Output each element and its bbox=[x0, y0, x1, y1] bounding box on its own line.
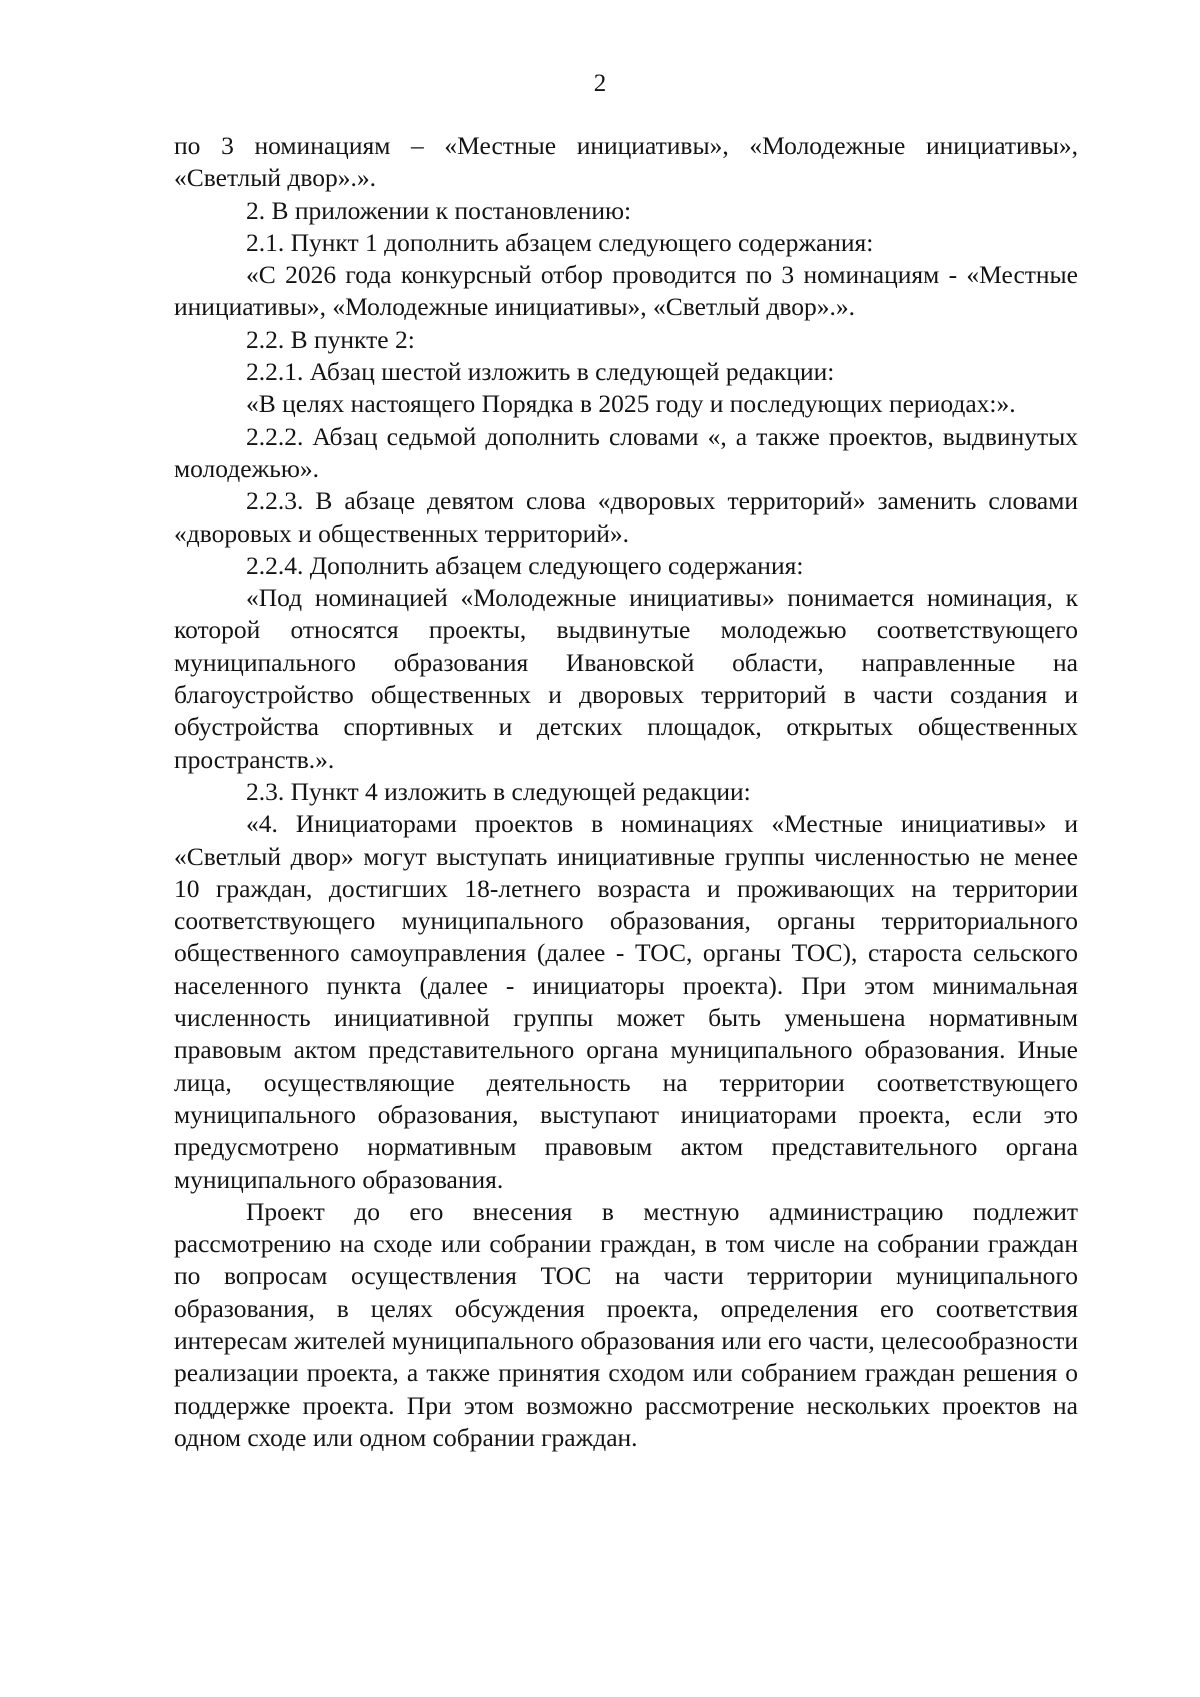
paragraph: 2.2.2. Абзац седьмой дополнить словами «, а также проектов, выдвинутых молодежью». bbox=[174, 421, 1078, 483]
paragraph: 2. В приложении к постановлению: bbox=[246, 195, 632, 225]
paragraph: «Под номинацией «Молодежные инициативы» понимается номинация, к которой относятся проекты, выдвинутые молодежью соответствующего муниципального образования Ивановской области, направленные на благоустройство общественных и дворовых территорий в части создания и обустройства спортивных и детских площадок, открытых общественных пространств.». bbox=[174, 583, 1078, 774]
page-number: 2 bbox=[593, 70, 607, 97]
paragraph: «С 2026 года конкурсный отбор проводится по 3 номинациям - «Местные инициативы», «Молодежные инициативы», «Светлый двор».». bbox=[174, 260, 1078, 322]
document-body bbox=[174, 130, 1078, 1454]
paragraph: по 3 номинациям – «Местные инициативы», «Молодежные инициативы», «Светлый двор».». bbox=[174, 131, 1078, 193]
paragraph: 2.3. Пункт 4 изложить в следующей редакции: bbox=[246, 776, 751, 806]
paragraph: 2.2.1. Абзац шестой изложить в следующей редакции: bbox=[246, 357, 835, 387]
paragraph: 2.1. Пункт 1 дополнить абзацем следующего содержания: bbox=[246, 227, 874, 257]
paragraph: Проект до его внесения в местную администрацию подлежит рассмотрению на сходе или собрании граждан, в том числе на собрании граждан по вопросам осуществления ТОС на части территории муниципального образования, в целях обсуждения проекта, определения его соответствия интересам жителей муниципального образования или его части, целесообразности реализации проекта, а также принятия сходом или собранием граждан решения о поддержке проекта. При этом возможно рассмотрение нескольких проектов на одном сходе или одном собрании граждан. bbox=[174, 1196, 1078, 1452]
paragraph: «В целях настоящего Порядка в 2025 году и последующих периодах:». bbox=[246, 389, 1016, 419]
paragraph: 2.2.4. Дополнить абзацем следующего содержания: bbox=[246, 550, 804, 580]
paragraph: 2.2. В пункте 2: bbox=[246, 324, 415, 354]
paragraph: «4. Инициаторами проектов в номинациях «Местные инициативы» и «Светлый двор» могут выступать инициативные группы численностью не менее 10 граждан, достигших 18-летнего возраста и проживающих на территории соответствующего муниципального образования, органы территориального общественного самоуправления (далее - ТОС, органы ТОС), староста сельского населенного пункта (далее - инициаторы проекта). При этом минимальная численность инициативной группы может быть уменьшена нормативным правовым актом представительного органа муниципального образования. Иные лица, осуществляющие деятельность на территории соответствующего муниципального образования, выступают инициаторами проекта, если это предусмотрено нормативным правовым актом представительного органа муниципального образования. bbox=[174, 809, 1078, 1194]
paragraph: 2.2.3. В абзаце девятом слова «дворовых территорий» заменить словами «дворовых и общественных территорий». bbox=[174, 486, 1078, 548]
